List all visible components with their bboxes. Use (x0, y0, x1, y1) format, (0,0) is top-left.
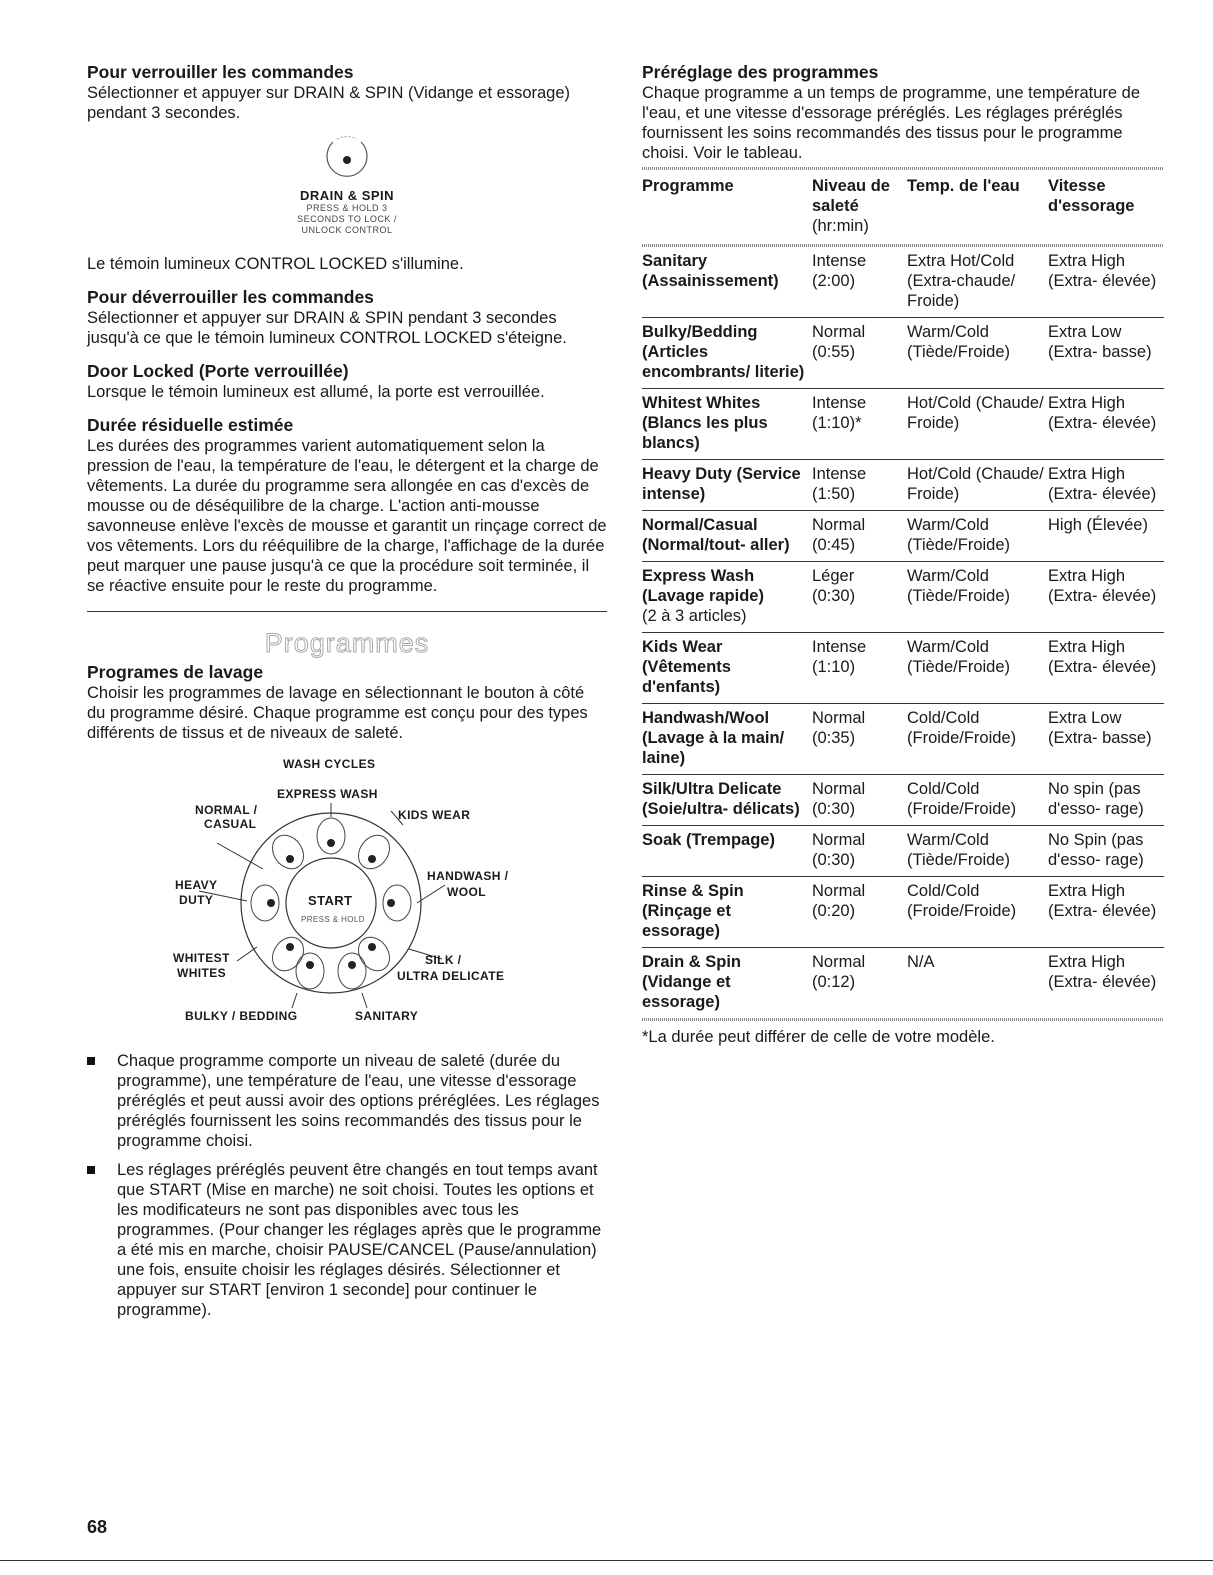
cell-soil-soil: Léger (812, 567, 855, 585)
cell-spin-spin: No spin (pas d'esso- rage) (1048, 780, 1144, 818)
drain-button-hint-2: SECONDS TO LOCK / (297, 214, 397, 224)
cell-soil (812, 511, 907, 562)
table-row (642, 511, 1164, 562)
cell-temp (907, 775, 1048, 826)
table-row (642, 389, 1164, 460)
footer-line (0, 1560, 1213, 1561)
cell-program (642, 633, 812, 704)
cell-temp (907, 826, 1048, 877)
table-row (642, 948, 1164, 1019)
cell-program-name: Drain & Spin (Vidange et essorage) (642, 953, 742, 1011)
dial-heavy-1: HEAVY (175, 878, 218, 892)
table-row (642, 826, 1164, 877)
cell-temp (907, 948, 1048, 1019)
cell-soil-time: (0:35) (812, 729, 856, 747)
cell-program-name: Bulky/Bedding (Articles encombrants/ literie) (642, 323, 805, 381)
cell-temp (907, 389, 1048, 460)
cell-program (642, 511, 812, 562)
cell-soil-time: (0:30) (812, 587, 856, 605)
cell-temp-temp: Warm/Cold (Tiède/Froide) (907, 638, 1011, 676)
cell-program (642, 775, 812, 826)
cell-soil (812, 704, 907, 775)
dial-silk-2: ULTRA DELICATE (397, 969, 505, 983)
table-row (642, 562, 1164, 633)
cell-soil-soil: Normal (812, 709, 866, 727)
cell-spin (1048, 704, 1164, 775)
cell-temp (907, 318, 1048, 389)
cell-soil-soil: Intense (812, 638, 867, 656)
dial-sanitary: SANITARY (355, 1009, 419, 1023)
drain-button-icon (317, 136, 377, 184)
cell-soil-soil: Normal (812, 323, 866, 341)
dial-silk-1: SILK / (425, 953, 462, 967)
cell-soil-time: (0:30) (812, 851, 856, 869)
table-row (642, 247, 1164, 318)
right-column (642, 62, 1164, 1047)
cycle-table (642, 170, 1164, 1018)
unlock-heading: Pour déverrouiller les commandes (87, 287, 374, 307)
dial-whitest-1: WHITEST (173, 951, 230, 965)
cell-temp (907, 511, 1048, 562)
cell-soil-soil: Intense (812, 465, 867, 483)
cycle-table-body (642, 247, 1164, 1018)
cell-program-name: Whitest Whites (Blancs les plus blancs) (642, 394, 768, 452)
cell-spin (1048, 877, 1164, 948)
cell-spin (1048, 948, 1164, 1019)
cell-temp-temp: Cold/Cold (Froide/Froide) (907, 882, 1017, 920)
cell-soil-soil: Normal (812, 780, 866, 798)
cell-soil-soil: Normal (812, 516, 866, 534)
cell-soil (812, 633, 907, 704)
cell-program-name: Rinse & Spin (Rinçage et essorage) (642, 882, 744, 940)
door-locked-section (87, 361, 607, 402)
dial-normal-1: NORMAL / (195, 803, 258, 817)
duree-heading: Durée résiduelle estimée (87, 415, 294, 435)
cell-program-name: Heavy Duty (Service intense) (642, 465, 801, 503)
table-row (642, 318, 1164, 389)
cell-spin-spin: Extra High (Extra- élevée) (1048, 567, 1157, 605)
table-row (642, 877, 1164, 948)
cell-soil (812, 247, 907, 318)
duree-section (87, 415, 607, 596)
cell-soil-time: (2:00) (812, 272, 856, 290)
cell-program-name: Express Wash (Lavage rapide) (642, 567, 764, 605)
cell-program-name: Silk/Ultra Delicate (Soie/ultra- délicats) (642, 780, 800, 818)
wash-cycles-dial (87, 753, 607, 1023)
cell-program (642, 389, 812, 460)
dial-heavy-2: DUTY (179, 893, 214, 907)
dial-whitest-2: WHITES (177, 966, 227, 980)
cell-temp-temp: Warm/Cold (Tiède/Froide) (907, 323, 1011, 361)
cell-soil-time: (1:10)* (812, 414, 862, 432)
drain-button-hint-3: UNLOCK CONTROL (301, 225, 393, 235)
cell-temp-temp: Hot/Cold (Chaude/ Froide) (907, 465, 1044, 503)
notes-list (87, 1051, 607, 1320)
cell-program (642, 877, 812, 948)
header-soil-unit: (hr:min) (812, 217, 869, 235)
press-hold-label: PRESS & HOLD (301, 915, 365, 924)
cell-spin-spin: Extra High (Extra- élevée) (1048, 638, 1157, 676)
cell-program-name: Normal/Casual (Normal/tout- aller) (642, 516, 790, 554)
lock-section (87, 62, 607, 123)
cell-temp (907, 562, 1048, 633)
cell-program (642, 318, 812, 389)
cell-spin-spin: Extra High (Extra- élevée) (1048, 394, 1157, 432)
header-program: Programme (642, 177, 734, 195)
cell-temp (907, 460, 1048, 511)
drain-button-hint-1: PRESS & HOLD 3 (306, 203, 388, 213)
cell-program-name: Sanitary (Assainissement) (642, 252, 779, 290)
cell-soil-time: (0:45) (812, 536, 856, 554)
cell-spin-spin: Extra High (Extra- élevée) (1048, 953, 1157, 991)
cell-spin-spin: Extra Low (Extra- basse) (1048, 323, 1152, 361)
unlock-section (87, 287, 607, 348)
cell-spin (1048, 826, 1164, 877)
cell-temp-temp: Warm/Cold (Tiède/Froide) (907, 516, 1011, 554)
drain-button-label: DRAIN & SPIN (299, 188, 395, 203)
header-soil-label: Niveau de saleté (812, 177, 890, 215)
cell-temp (907, 633, 1048, 704)
cell-soil (812, 318, 907, 389)
cell-soil (812, 562, 907, 633)
cell-temp-temp: Hot/Cold (Chaude/ Froide) (907, 394, 1044, 432)
table-row (642, 460, 1164, 511)
cell-program-sub: (2 à 3 articles) (642, 607, 747, 625)
cell-program-name: Handwash/Wool (Lavage à la main/ laine) (642, 709, 785, 767)
cell-temp-temp: Extra Hot/Cold (Extra-chaude/ Froide) (907, 252, 1016, 310)
cell-soil-soil: Intense (812, 394, 867, 412)
footnote: *La durée peut différer de celle de votre modèle. (642, 1028, 995, 1046)
cell-soil-time: (0:20) (812, 902, 856, 920)
header-temp: Temp. de l'eau (907, 177, 1020, 195)
cell-soil-time: (1:50) (812, 485, 856, 503)
cell-program (642, 704, 812, 775)
dial-handwash-1: HANDWASH / (427, 869, 509, 883)
cell-spin (1048, 389, 1164, 460)
table-row (642, 775, 1164, 826)
cell-spin (1048, 562, 1164, 633)
cell-soil (812, 877, 907, 948)
cell-temp-temp: Warm/Cold (Tiède/Froide) (907, 567, 1011, 605)
lavage-section (87, 662, 607, 743)
cell-soil-time: (0:30) (812, 800, 856, 818)
cell-soil (812, 948, 907, 1019)
cell-soil-time: (0:55) (812, 343, 856, 361)
duree-text: Les durées des programmes varient automatiquement selon la pression de l'eau, la température de l'eau, le détergent et la charge de vêtements. La durée du programme sera allongée en cas d'excès de mousse ou de déséquilibre de la charge. L'action anti-mousse savonneuse enlève l'excès de mousse et garantit un rinçage correct de vos vêtements. Lors du rééquilibre de la charge, l'affichage de la durée peut marquer une pause jusqu'à ce que la procédure soit terminée, il se réactive ensuite pour le reste du programme. (87, 437, 607, 595)
lavage-heading: Programes de lavage (87, 662, 264, 682)
cell-spin (1048, 247, 1164, 318)
dial-kids-wear: KIDS WEAR (398, 808, 471, 822)
header-spin: Vitesse d'essorage (1048, 177, 1135, 215)
cell-spin-spin: High (Élevée) (1048, 516, 1148, 534)
cell-program (642, 948, 812, 1019)
cell-soil (812, 826, 907, 877)
cell-spin (1048, 318, 1164, 389)
cell-spin (1048, 460, 1164, 511)
cell-program-name: Soak (Trempage) (642, 831, 775, 849)
cell-soil (812, 389, 907, 460)
cell-soil-time: (0:12) (812, 973, 856, 991)
left-column (87, 62, 607, 1329)
cell-soil (812, 775, 907, 826)
cell-soil-soil: Intense (812, 252, 867, 270)
programmes-heading: Programmes (264, 628, 430, 658)
cell-spin (1048, 511, 1164, 562)
header-soil (812, 170, 907, 244)
unlock-text: Sélectionner et appuyer sur DRAIN & SPIN pendant 3 secondes jusqu'à ce que le témoin lumineux CONTROL LOCKED s'éteigne. (87, 309, 567, 347)
page-number: 68 (87, 1517, 108, 1537)
cell-spin (1048, 633, 1164, 704)
table-row (642, 704, 1164, 775)
table-bottom-border (642, 1018, 1164, 1021)
dial-express-wash: EXPRESS WASH (277, 787, 378, 801)
section-divider (87, 611, 607, 612)
cell-soil (812, 460, 907, 511)
start-button[interactable]: START (308, 893, 353, 908)
cell-spin-spin: Extra Low (Extra- basse) (1048, 709, 1152, 747)
cell-program (642, 562, 812, 633)
cell-temp-temp: Cold/Cold (Froide/Froide) (907, 709, 1017, 747)
drain-spin-button-illustration (87, 136, 607, 236)
door-locked-text: Lorsque le témoin lumineux est allumé, la porte est verrouillée. (87, 383, 545, 401)
cell-soil-soil: Normal (812, 882, 866, 900)
cell-program-name: Kids Wear (Vêtements d'enfants) (642, 638, 731, 696)
cell-soil-soil: Normal (812, 953, 866, 971)
cell-spin-spin: Extra High (Extra- élevée) (1048, 882, 1157, 920)
cell-spin-spin: Extra High (Extra- élevée) (1048, 465, 1157, 503)
cell-temp (907, 704, 1048, 775)
cell-soil-soil: Normal (812, 831, 866, 849)
lock-text: Sélectionner et appuyer sur DRAIN & SPIN (Vidange et essorage) pendant 3 secondes. (87, 84, 571, 122)
dial-bulky: BULKY / BEDDING (185, 1009, 298, 1023)
preset-heading: Préréglage des programmes (642, 62, 879, 82)
cell-program (642, 460, 812, 511)
cell-spin-spin: No Spin (pas d'esso- rage) (1048, 831, 1144, 869)
cell-temp-temp: Warm/Cold (Tiède/Froide) (907, 831, 1011, 869)
dial-handwash-2: WOOL (447, 885, 486, 899)
list-item: Chaque programme comporte un niveau de saleté (durée du programme), une température de l'eau, une vitesse d'essorage préréglés et peut aussi avoir des options préréglées. Les réglages préréglés fournissent les soins recommandés des tissus pour le programme choisi. (87, 1051, 607, 1151)
table-header-row (642, 170, 1164, 244)
cell-program (642, 247, 812, 318)
list-item: Les réglages préréglés peuvent être changés en tout temps avant que START (Mise en marche) ne soit choisi. Toutes les options et les modificateurs ne sont pas disponibles avec tous les programmes. (Pour changer les réglages après que le programme a été mis en marche, choisir PAUSE/CANCEL (Pause/annulation) une fois, ensuite choisir les réglages désirés. Sélectionner et appuyer sur START [environ 1 seconde] pour continuer le programme). (87, 1160, 607, 1320)
door-locked-heading: Door Locked (Porte verrouillée) (87, 361, 349, 381)
lock-result-text: Le témoin lumineux CONTROL LOCKED s'illumine. (87, 255, 464, 273)
dial-title: WASH CYCLES (283, 757, 376, 771)
cell-temp (907, 247, 1048, 318)
cell-program (642, 826, 812, 877)
cell-spin-spin: Extra High (Extra- élevée) (1048, 252, 1157, 290)
cell-temp-temp: Cold/Cold (Froide/Froide) (907, 780, 1017, 818)
lock-heading: Pour verrouiller les commandes (87, 62, 354, 82)
cell-spin (1048, 775, 1164, 826)
lavage-text: Choisir les programmes de lavage en sélectionnant le bouton à côté du programme désiré. Chaque programme est conçu pour des types différents de tissus et de niveaux de saleté. (87, 684, 588, 742)
cell-temp (907, 877, 1048, 948)
preset-intro: Chaque programme a un temps de programme, une température de l'eau, et une vitesse d'essorage préréglés. Les réglages préréglés fournissent les soins recommandés des tissus pour le programme choisi. Voir le tableau. (642, 84, 1141, 162)
cell-soil-time: (1:10) (812, 658, 856, 676)
cell-temp-temp: N/A (907, 953, 935, 971)
dial-normal-2: CASUAL (204, 817, 257, 831)
table-row (642, 633, 1164, 704)
